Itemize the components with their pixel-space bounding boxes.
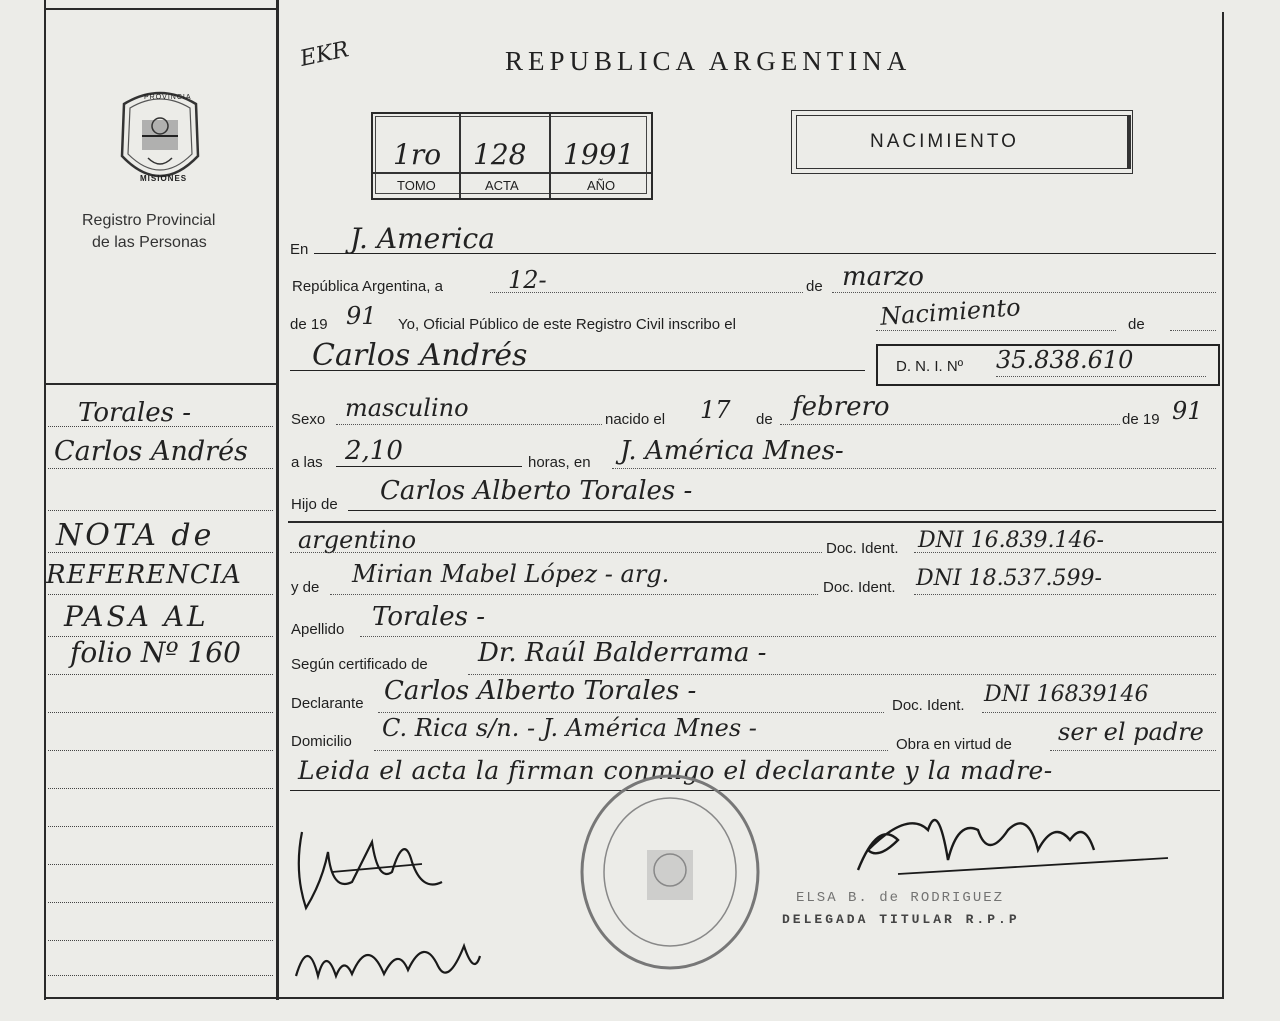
madre-value: Mirian Mabel López - arg. bbox=[352, 560, 670, 588]
dni-value: 35.838.610 bbox=[996, 346, 1134, 374]
margin-note-line3: PASA AL bbox=[64, 600, 209, 633]
bottom-border-line bbox=[44, 997, 1224, 999]
top-border-line bbox=[46, 8, 276, 10]
obra-label: Obra en virtud de bbox=[896, 736, 1012, 753]
hora-value: 2,10 bbox=[345, 436, 403, 466]
left-border-line bbox=[44, 0, 46, 1000]
nacido-year-label: de 19 bbox=[1122, 411, 1160, 428]
registry-round-stamp bbox=[575, 772, 765, 972]
record-type-box bbox=[791, 110, 1133, 174]
year-value: 91 bbox=[346, 302, 377, 330]
declarante-doc-label: Doc. Ident. bbox=[892, 697, 965, 714]
declarante-doc-value: DNI 16839146 bbox=[984, 682, 1149, 707]
signature-oficial bbox=[838, 790, 1178, 900]
anio-label: AÑO bbox=[587, 178, 616, 193]
year-prefix-label: de 19 bbox=[290, 316, 328, 333]
seal-top-text: PROVINCIA bbox=[144, 94, 192, 101]
right-border-line bbox=[1222, 12, 1224, 997]
signature-madre bbox=[288, 926, 488, 996]
certificado-value: Dr. Raúl Balderrama - bbox=[478, 638, 767, 668]
record-number-box bbox=[371, 112, 653, 200]
inscribo-value: Nacimiento bbox=[879, 293, 1022, 331]
sexo-value: masculino bbox=[345, 394, 469, 422]
left-section-divider bbox=[44, 383, 278, 385]
day-value: 12- bbox=[508, 266, 547, 294]
oficial-text: Yo, Oficial Público de este Registro Civil inscribo el bbox=[398, 316, 736, 333]
madre-doc-value: DNI 18.537.599- bbox=[916, 566, 1102, 591]
registry-name-line1: Registro Provincial bbox=[82, 212, 216, 229]
margin-given-names: Carlos Andrés bbox=[54, 436, 248, 467]
nacido-month: febrero bbox=[792, 392, 890, 422]
horas-en-label: horas, en bbox=[528, 454, 591, 471]
center-divider-line bbox=[276, 0, 279, 1000]
declarante-label: Declarante bbox=[291, 695, 364, 712]
margin-note-line4: folio Nº 160 bbox=[70, 636, 241, 669]
tomo-label: TOMO bbox=[397, 178, 436, 193]
leida-value: Leida el acta la firman conmigo el declarante y la madre- bbox=[298, 756, 1053, 785]
margin-note-line2: REFERENCIA bbox=[46, 560, 242, 590]
anio-value: 1991 bbox=[563, 138, 635, 171]
padre-doc-label: Doc. Ident. bbox=[826, 540, 899, 557]
inscribo-de-label: de bbox=[1128, 316, 1145, 333]
signature-declarante bbox=[292, 812, 462, 922]
annotation-ekr: EKR bbox=[297, 37, 352, 72]
republica-label: República Argentina, a bbox=[292, 278, 443, 295]
nacido-year: 91 bbox=[1172, 397, 1203, 425]
nacido-de-label: de bbox=[756, 411, 773, 428]
tomo-value: 1ro bbox=[393, 138, 442, 171]
obra-value: ser el padre bbox=[1058, 718, 1204, 746]
hora-label: a las bbox=[291, 454, 323, 471]
hijo-label: Hijo de bbox=[291, 496, 338, 513]
segun-label: Según certificado de bbox=[291, 656, 428, 673]
nacido-day: 17 bbox=[700, 396, 731, 424]
en-label: En bbox=[290, 241, 309, 258]
lugar-value: J. América Mnes- bbox=[620, 436, 844, 466]
seal-bottom-text: MISIONES bbox=[140, 174, 188, 183]
acta-value: 128 bbox=[473, 138, 527, 171]
padre-value: Carlos Alberto Torales - bbox=[380, 476, 693, 506]
stamp-name: ELSA B. de RODRIGUEZ bbox=[796, 890, 1005, 906]
madre-doc-label: Doc. Ident. bbox=[823, 579, 896, 596]
padre-doc-value: DNI 16.839.146- bbox=[918, 528, 1104, 553]
domicilio-value: C. Rica s/n. - J. América Mnes - bbox=[382, 714, 757, 742]
sexo-label: Sexo bbox=[291, 411, 326, 428]
name-value: Carlos Andrés bbox=[312, 338, 528, 373]
dni-label: D. N. I. Nº bbox=[896, 358, 964, 375]
margin-note-line1: NOTA de bbox=[56, 518, 215, 553]
apellido-label: Apellido bbox=[291, 621, 345, 638]
stamp-title: DELEGADA TITULAR R.P.P bbox=[782, 912, 1020, 927]
apellido-value: Torales - bbox=[372, 602, 486, 632]
registry-name-line2: de las Personas bbox=[92, 234, 207, 251]
province-seal bbox=[110, 86, 210, 194]
en-value: J. America bbox=[350, 222, 495, 255]
dni-box bbox=[876, 344, 1220, 386]
madre-label: y de bbox=[291, 579, 320, 596]
country-title: REPUBLICA ARGENTINA bbox=[505, 46, 912, 76]
nacido-label: nacido el bbox=[605, 411, 666, 428]
month-de-label: de bbox=[806, 278, 823, 295]
acta-label: ACTA bbox=[485, 178, 519, 193]
domicilio-label: Domicilio bbox=[291, 733, 352, 750]
margin-surname: Torales - bbox=[78, 398, 192, 428]
declarante-value: Carlos Alberto Torales - bbox=[384, 676, 697, 706]
record-type-label: NACIMIENTO bbox=[870, 131, 1019, 152]
month-value: marzo bbox=[842, 262, 924, 292]
padre-nacionalidad: argentino bbox=[298, 526, 417, 554]
